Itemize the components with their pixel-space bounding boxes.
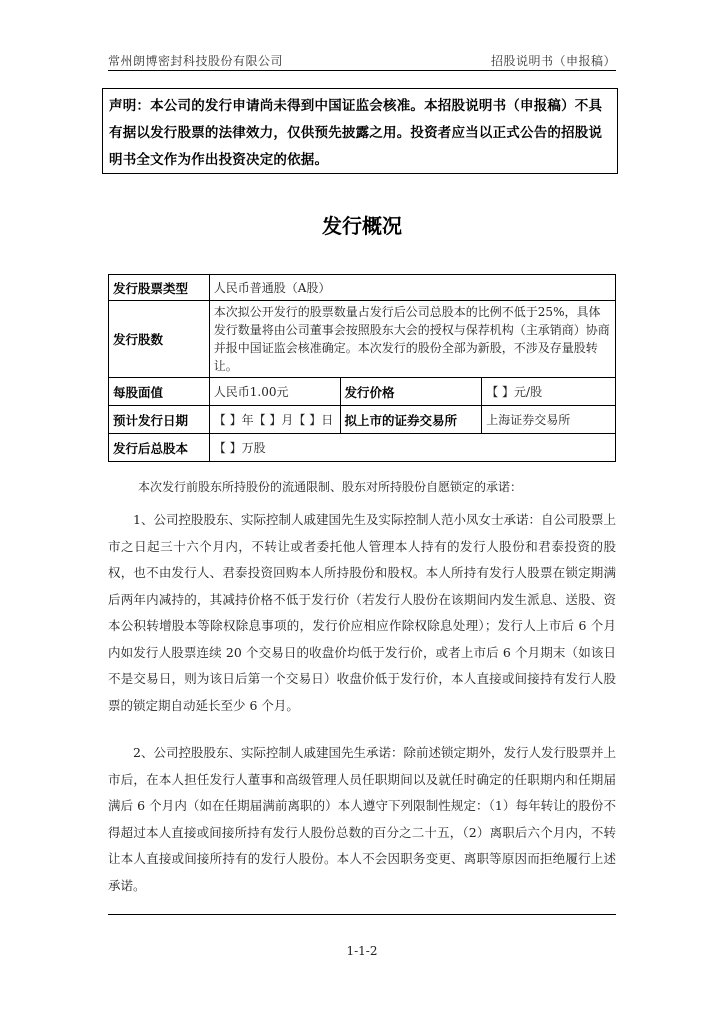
- shares-label: 发行股数: [109, 301, 210, 378]
- header-document-type: 招股说明书（申报稿）: [490, 54, 616, 68]
- commitment-paragraph-2: 2、公司控股股东、实际控制人戚建国先生承诺：除前述锁定期外，发行人发行股票并上市后，在本人担任发行人董事和高级管理人员任职期间以及就任时确定的任职期内和任期届满后 6 个月内（如在任期届满前离职的）本人遵守下列限制性规定：（1）每年转让的股份不得超过本人直接或间接所持有发行人股份总数的百分之二十五，（2）离职后六个月内，不转让本人直接或间接所持有的发行人股份。本人不会因职务变更、离职等原因而拒绝履行上述承诺。: [108, 745, 616, 893]
- issue-date-label: 预计发行日期: [109, 406, 210, 434]
- stock-type-label: 发行股票类型: [109, 275, 210, 301]
- table-row: [109, 434, 616, 462]
- table-row: [109, 301, 616, 378]
- page-title: 发行概况: [322, 214, 402, 238]
- total-shares-value: 【 】万股: [209, 434, 615, 462]
- exchange-value: 上海证券交易所: [482, 406, 616, 434]
- header-company-name: 常州朗博密封科技股份有限公司: [108, 54, 284, 68]
- total-shares-label: 发行后总股本: [109, 434, 210, 462]
- exchange-label: 拟上市的证券交易所: [340, 406, 482, 434]
- table-row: [109, 378, 616, 406]
- disclaimer-notice: 声明：本公司的发行申请尚未得到中国证监会核准。本招股说明书（申报稿）不具有据以发行股票的法律效力，仅供预先披露之用。投资者应当以正式公告的招股说明书全文作为作出投资决定的依据。: [102, 88, 618, 174]
- par-value: 人民币1.00元: [209, 378, 340, 406]
- footer-divider: [108, 914, 616, 915]
- issue-date-value: 【 】年【 】月【 】日: [209, 406, 340, 434]
- page-header: [108, 48, 616, 71]
- issue-price-label: 发行价格: [340, 378, 482, 406]
- lockup-intro: 本次发行前股东所持股份的流通限制、股东对所持股份自愿锁定的承诺：: [138, 480, 523, 494]
- table-row: [109, 406, 616, 434]
- table-row: [109, 275, 616, 301]
- stock-type-value: 人民币普通股（A股）: [209, 275, 615, 301]
- par-value-label: 每股面值: [109, 378, 210, 406]
- shares-value: 本次拟公开发行的股票数量占发行后公司总股本的比例不低于25%，具体发行数量将由公司董事会按照股东大会的授权与保荐机构（主承销商）协商并报中国证监会核准确定。本次发行的股份全部为新股，不涉及存量股转让。: [209, 301, 615, 378]
- commitment-paragraph-1: 1、公司控股股东、实际控制人戚建国先生及实际控制人范小凤女士承诺：自公司股票上市之日起三十六个月内，不转让或者委托他人管理本人持有的发行人股份和君泰投资的股权，也不由发行人、君泰投资回购本人所持股份和股权。本人所持有发行人股票在锁定期满后两年内减持的，其减持价格不低于发行价（若发行人股份在该期间内发生派息、送股、资本公积转增股本等除权除息事项的，发行价应相应作除权除息处理）；发行人上市后 6 个月内如发行人股票连续 20 个交易日的收盘价均低于发行价，或者上市后 6 个月期末（如该日不是交易日，则为该日后第一个交易日）收盘价低于发行价，本人直接或间接持有发行人股票的锁定期自动延长至少 6 个月。: [108, 512, 616, 713]
- issue-price-value: 【 】元/股: [482, 378, 616, 406]
- issuance-overview-table: [108, 274, 616, 462]
- page-number: 1-1-2: [346, 944, 378, 958]
